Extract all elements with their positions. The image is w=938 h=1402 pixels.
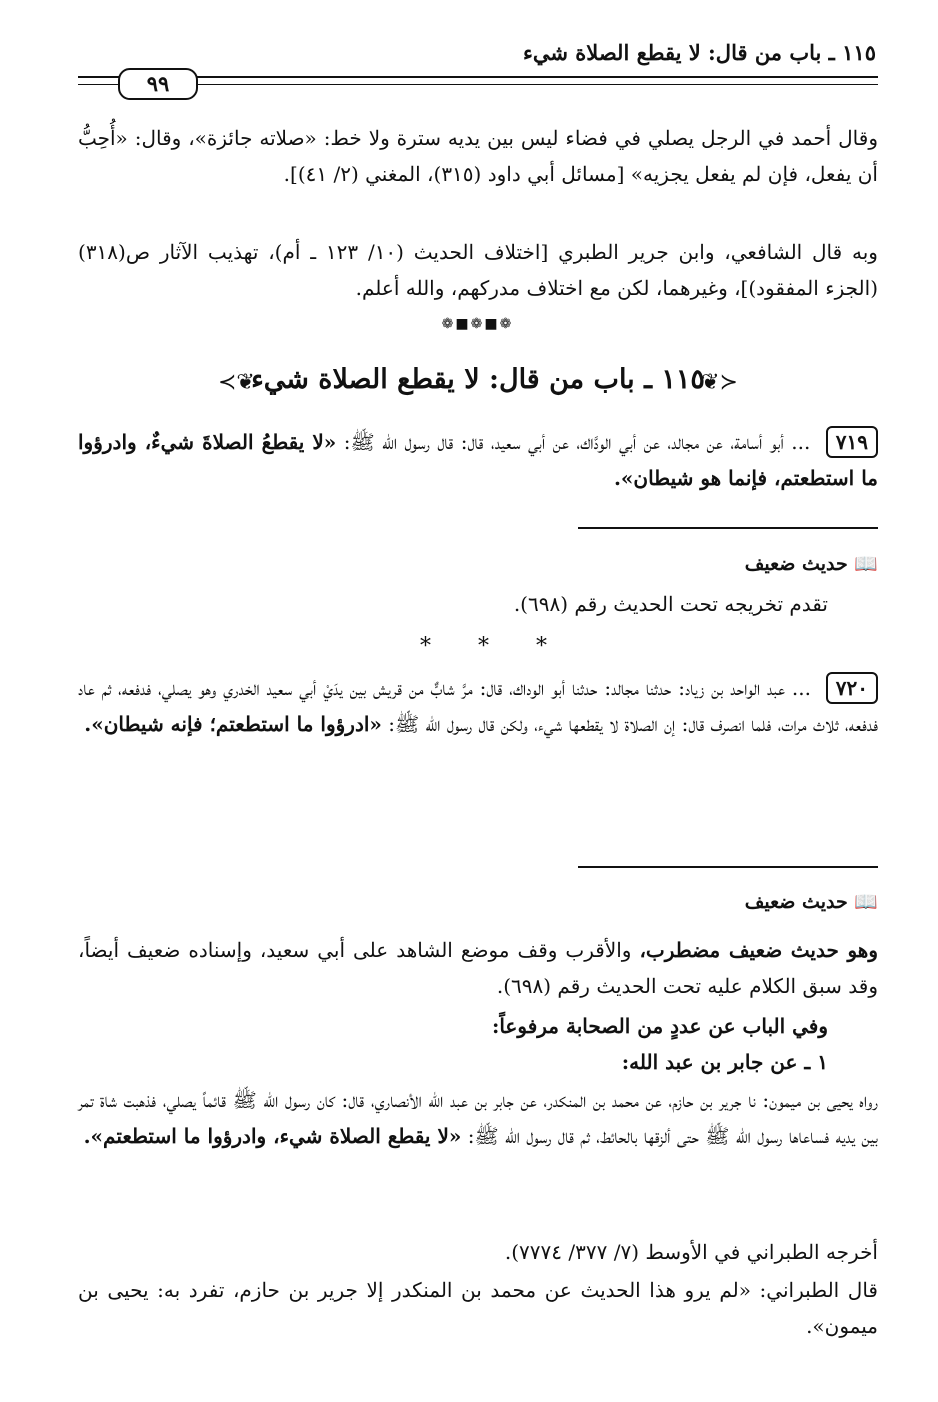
grade-lead: وهو حديث ضعيف مضطرب،	[639, 938, 878, 962]
section-paragraph-2: أخرجه الطبراني في الأوسط (٧/ ٣٧٧/ ٧٧٧٤).	[504, 1240, 878, 1264]
section-heading: وفي الباب عن عددٍ من الصحابة مرفوعاً:	[491, 1014, 828, 1038]
hadith-720	[78, 670, 878, 742]
intro-paragraph-1: وقال أحمد في الرجل يصلي في فضاء ليس بين يديه سترة ولا خط: «صلاته جائزة»، وقال: «أُحِبُّ أن يفعل، فإن لم يفعل يجزيه» [مسائل أبي داود (٣١٥)، المغني (٢/ ٤١)].	[78, 126, 878, 186]
intro-paragraph-2: وبه قال الشافعي، وابن جرير الطبري [اختلاف الحديث (١٠/ ١٢٣ ـ أم)، تهذيب الآثار ص(٣١٨) (الجزء المفقود)]، وغيرهما، لكن مع اختلاف مدركهم، والله أعلم.	[78, 240, 878, 300]
section-paragraph-3: قال الطبراني: «لم يرو هذا الحديث عن محمد بن المنكدر إلا جرير بن حازم، تفرد به: يحيى بن ميمون».	[78, 1278, 878, 1338]
header-line-thin	[78, 84, 878, 85]
page-number: ٩٩	[118, 68, 198, 100]
section-paragraph-1-text: رواه يحيى بن ميمون: نا جرير بن حازم، عن محمد بن المنكدر، عن جابر بن عبد الله الأنصاري، قال: كان رسول الله ﷺ قائماً يصلي، فذهبت شاة تمر بين يديه فساعاها رسول الله ﷺ حتى ألزقها بالحائط، ثم قال رسول الله ﷺ:	[78, 1088, 878, 1148]
title-ornament-left-icon: ❦≻	[218, 370, 255, 395]
book-icon: 📖	[854, 553, 878, 575]
hadith-chain: ... أبو أسامة، عن مجالد، عن أبي الودَّاك، عن أبي سعيد، قال:	[460, 430, 811, 454]
section-ornament: ❁■❁■❁	[441, 316, 514, 332]
hadith-intro: قال رسول الله ﷺ:	[343, 430, 454, 454]
grade-label-text: حديث ضعيف	[744, 553, 848, 575]
book-icon: 📖	[854, 891, 878, 913]
chapter-title-text: ١١٥ ـ باب من قال: لا يقطع الصلاة شيء	[251, 364, 705, 395]
hadith-matn: «ادرؤوا ما استطعتم؛ فإنه شيطان».	[84, 712, 382, 736]
grade-label	[745, 552, 878, 575]
hadith-number: ٧٢٠	[826, 672, 878, 704]
section-paragraph-1	[78, 1082, 878, 1154]
header-line	[78, 76, 878, 78]
hadith-719	[78, 424, 878, 496]
grade-explanation	[78, 932, 878, 1004]
hadith-text: ... عبد الواحد بن زياد: حدثنا مجالد: حدثنا أبو الوداك، قال: مرَّ شابٌّ من قريش بين يدَيْ أبي سعيد الخدري وهو يصلي، فدفعه، ثم عاد فدفعه، ثلاث مرات، فلما انصرف قال: إن الصلاة لا يقطعها شيء، ولكن قال رسول الله ﷺ:	[78, 676, 878, 736]
separator-stars: * * *	[420, 634, 567, 659]
hadith-number: ٧١٩	[826, 426, 878, 458]
header-rule	[78, 68, 878, 98]
grade-label	[745, 890, 878, 913]
section-subheading: ١ ـ عن جابر بن عبد الله:	[621, 1050, 828, 1074]
title-ornament-right-icon: ≺❦	[701, 370, 738, 395]
chapter-title	[78, 364, 878, 406]
running-header: ١١٥ ـ باب من قال: لا يقطع الصلاة شيء	[523, 40, 876, 65]
grade-text: تقدم تخريجه تحت الحديث رقم (٦٩٨).	[513, 592, 828, 616]
divider-rule	[578, 527, 878, 529]
divider-rule	[578, 866, 878, 868]
hadith-matn: «لا يقطعُ الصلاةَ شيءٌ، وادرؤوا ما استطعتم، فإنما هو شيطان».	[78, 430, 878, 490]
section-matn: «لا يقطع الصلاة شيء، وادرؤوا ما استطعتم».	[83, 1124, 462, 1148]
grade-text: والأقرب وقف موضع الشاهد على أبي سعيد، وإسناده ضعيف أيضاً، وقد سبق الكلام عليه تحت الحديث رقم (٦٩٨).	[78, 938, 878, 998]
grade-label-text: حديث ضعيف	[744, 891, 848, 913]
